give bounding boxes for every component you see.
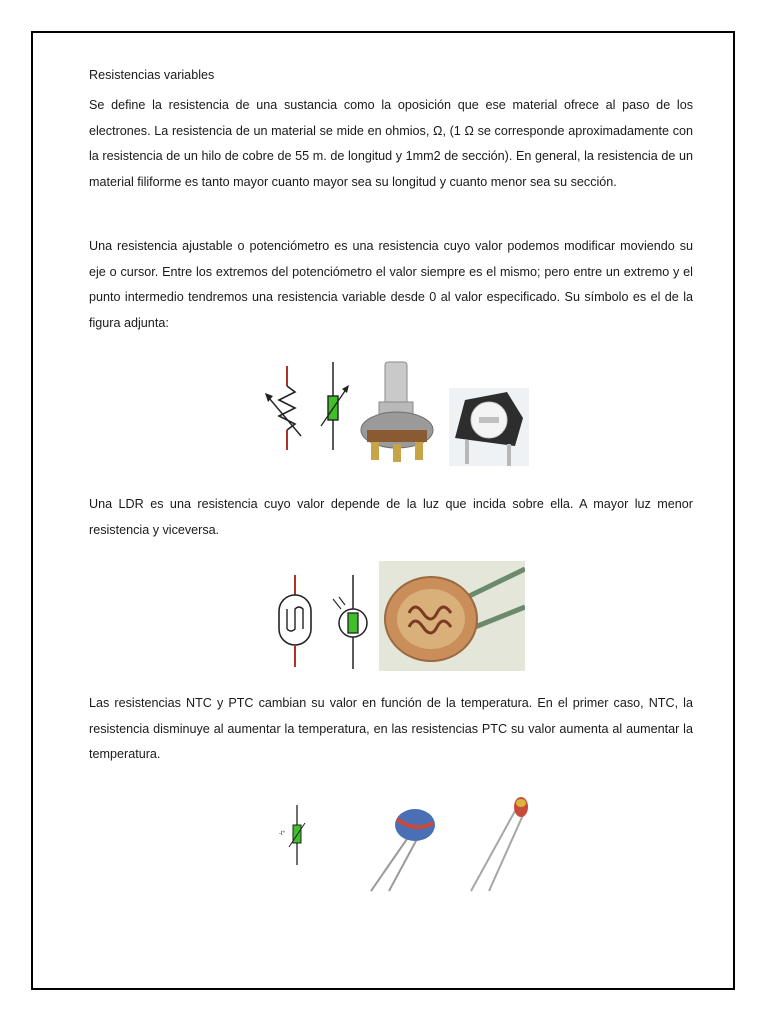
potentiometer-symbol-zigzag (265, 366, 301, 450)
ldr-symbol-oval (279, 575, 311, 667)
paragraph-ldr: Una LDR es una resistencia cuyo valor depende de la luz que incida sobre ella. A mayor luz menor resistencia y viceversa. (89, 497, 693, 537)
paragraph-ntc-ptc: Las resistencias NTC y PTC cambian su valor en función de la temperatura. En el primer caso, NTC, la resistencia disminuye al aumentar la temperatura, en las resistencias PTC su valor aumenta al aumentar la temperatura. (89, 696, 693, 761)
ptc-thermistor-photo (471, 797, 528, 891)
thermistor-photos (367, 793, 547, 893)
document-page (31, 31, 735, 990)
ntc-symbol-label: -t° (279, 831, 286, 837)
section-title: Resistencias variables (89, 68, 215, 82)
potentiometer-photos (357, 358, 533, 466)
paragraph-potentiometer: Una resistencia ajustable o potenciómetro es una resistencia cuyo valor podemos modificar moviendo su eje o cursor. Entre los extremos del potenciómetro el valor siempre es el mismo; pero entre un extremo y el punto intermedio tendremos una resistencia variable desde 0 al valor especificado. Su símbolo es el de la figura adjunta: (89, 239, 693, 330)
rotary-potentiometer-photo (361, 362, 433, 462)
paragraph-resistance-definition: Se define la resistencia de una sustancia como la oposición que ese material ofrece al paso de los electrones. La resistencia de un material se mide en ohmios, Ω, (1 Ω se corresponde aproximadamente con la resistencia de un hilo de cobre de 55 m. de longitud y 1mm2 de sección). En general, la resistencia de un material filiforme es tanto mayor cuanto mayor sea su longitud y cuanto menor sea su sección. (89, 98, 693, 189)
potentiometer-symbol-box (321, 362, 349, 450)
ldr-symbols-figure (271, 571, 381, 673)
ldr-photo (379, 561, 525, 671)
trimmer-potentiometer-photo (449, 388, 529, 466)
ntc-symbol-figure (279, 803, 309, 867)
potentiometer-symbols-figure (257, 358, 357, 454)
ntc-thermistor-photo (371, 809, 435, 891)
ldr-symbol-circle (333, 575, 367, 669)
